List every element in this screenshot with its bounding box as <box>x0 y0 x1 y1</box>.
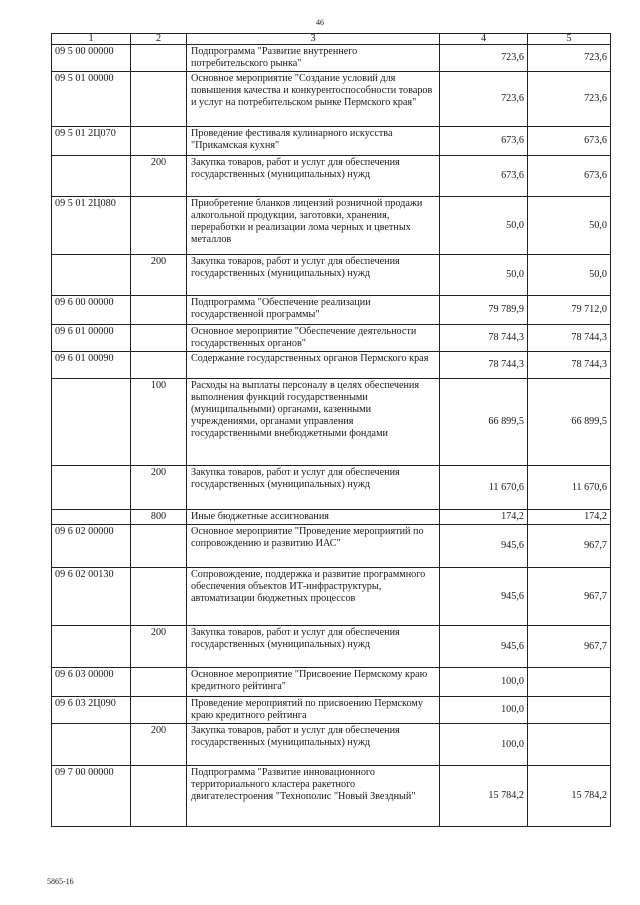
row-value-col4: 11 670,6 <box>440 466 528 510</box>
header-row <box>52 34 611 45</box>
row-expense-type <box>131 325 187 352</box>
row-code <box>52 156 131 197</box>
row-expense-type <box>131 568 187 626</box>
row-value-col5: 967,7 <box>528 525 611 568</box>
row-expense-type: 800 <box>131 510 187 525</box>
table-row <box>52 296 611 325</box>
row-value-col5: 78 744,3 <box>528 325 611 352</box>
row-value-col4: 945,6 <box>440 568 528 626</box>
row-value-col4: 673,6 <box>440 156 528 197</box>
header-col-5: 5 <box>528 34 611 45</box>
row-code: 09 6 02 00130 <box>52 568 131 626</box>
row-value-col5 <box>528 668 611 697</box>
row-value-col5: 78 744,3 <box>528 352 611 379</box>
row-expense-type <box>131 668 187 697</box>
header-col-2: 2 <box>131 34 187 45</box>
row-code <box>52 255 131 296</box>
row-name: Расходы на выплаты персоналу в целях обеспечения выполнения функций государственными (муниципальными) органами, казенными учреждениями, органами управления государственными внебюджетными фондами <box>187 379 440 466</box>
row-code: 09 6 01 00000 <box>52 325 131 352</box>
table-row <box>52 197 611 255</box>
table-row <box>52 255 611 296</box>
row-expense-type: 200 <box>131 626 187 668</box>
row-name: Закупка товаров, работ и услуг для обеспечения государственных (муниципальных) нужд <box>187 255 440 296</box>
header-col-3: 3 <box>187 34 440 45</box>
row-code <box>52 510 131 525</box>
table-row <box>52 568 611 626</box>
row-value-col4: 673,6 <box>440 127 528 156</box>
table-row <box>52 352 611 379</box>
row-name: Подпрограмма "Развитие внутреннего потребительского рынка" <box>187 45 440 72</box>
row-code: 09 5 01 00000 <box>52 72 131 127</box>
row-value-col5: 66 899,5 <box>528 379 611 466</box>
row-expense-type: 200 <box>131 466 187 510</box>
row-value-col5: 50,0 <box>528 255 611 296</box>
row-value-col5: 723,6 <box>528 72 611 127</box>
row-value-col4: 723,6 <box>440 45 528 72</box>
row-name: Основное мероприятие "Создание условий для повышения качества и конкурентоспособности товаров и услуг на потребительском рынке Пермского края" <box>187 72 440 127</box>
row-code: 09 6 01 00090 <box>52 352 131 379</box>
row-expense-type <box>131 296 187 325</box>
table-row <box>52 466 611 510</box>
row-name: Закупка товаров, работ и услуг для обеспечения государственных (муниципальных) нужд <box>187 466 440 510</box>
row-name: Закупка товаров, работ и услуг для обеспечения государственных (муниципальных) нужд <box>187 724 440 766</box>
table-row <box>52 668 611 697</box>
table-row <box>52 525 611 568</box>
table-row <box>52 156 611 197</box>
header-col-1: 1 <box>52 34 131 45</box>
row-value-col4: 945,6 <box>440 626 528 668</box>
row-name: Подпрограмма "Обеспечение реализации государственной программы" <box>187 296 440 325</box>
row-expense-type: 200 <box>131 156 187 197</box>
row-value-col4: 723,6 <box>440 72 528 127</box>
row-name: Основное мероприятие "Обеспечение деятельности государственных органов" <box>187 325 440 352</box>
row-code: 09 6 03 2Ц090 <box>52 697 131 724</box>
row-name: Проведение мероприятий по присвоению Пермскому краю кредитного рейтинга <box>187 697 440 724</box>
table-row <box>52 766 611 827</box>
document-code: 5865-16 <box>47 877 74 886</box>
row-expense-type <box>131 45 187 72</box>
row-value-col4: 78 744,3 <box>440 325 528 352</box>
row-value-col4: 100,0 <box>440 724 528 766</box>
table-row <box>52 510 611 525</box>
row-expense-type <box>131 766 187 827</box>
row-expense-type: 200 <box>131 724 187 766</box>
row-value-col5: 967,7 <box>528 626 611 668</box>
row-code: 09 6 03 00000 <box>52 668 131 697</box>
row-expense-type <box>131 197 187 255</box>
table-row <box>52 72 611 127</box>
row-value-col5: 673,6 <box>528 127 611 156</box>
row-name: Проведение фестиваля кулинарного искусства "Прикамская кухня" <box>187 127 440 156</box>
row-expense-type <box>131 127 187 156</box>
page-number: 46 <box>316 18 324 27</box>
row-value-col5: 967,7 <box>528 568 611 626</box>
row-expense-type <box>131 352 187 379</box>
row-value-col4: 174,2 <box>440 510 528 525</box>
row-value-col4: 15 784,2 <box>440 766 528 827</box>
row-name: Содержание государственных органов Пермского края <box>187 352 440 379</box>
row-value-col4: 78 744,3 <box>440 352 528 379</box>
row-value-col4: 66 899,5 <box>440 379 528 466</box>
table-row <box>52 127 611 156</box>
row-value-col4: 50,0 <box>440 197 528 255</box>
row-expense-type: 200 <box>131 255 187 296</box>
row-code <box>52 379 131 466</box>
row-code <box>52 466 131 510</box>
row-name: Сопровождение, поддержка и развитие программного обеспечения объектов ИТ-инфраструктуры, автоматизации бюджетных процессов <box>187 568 440 626</box>
table-row <box>52 45 611 72</box>
row-name: Иные бюджетные ассигнования <box>187 510 440 525</box>
row-value-col5 <box>528 697 611 724</box>
row-value-col5: 11 670,6 <box>528 466 611 510</box>
table-row <box>52 379 611 466</box>
table-row <box>52 325 611 352</box>
row-value-col4: 100,0 <box>440 697 528 724</box>
row-value-col5: 79 712,0 <box>528 296 611 325</box>
row-value-col4: 79 789,9 <box>440 296 528 325</box>
row-name: Подпрограмма "Развитие инновационного территориального кластера ракетного двигателестроения "Технополис "Новый Звездный" <box>187 766 440 827</box>
row-name: Основное мероприятие "Проведение мероприятий по сопровождению и развитию ИАС" <box>187 525 440 568</box>
row-code: 09 6 02 00000 <box>52 525 131 568</box>
row-expense-type: 100 <box>131 379 187 466</box>
row-value-col5: 723,6 <box>528 45 611 72</box>
table-row <box>52 697 611 724</box>
row-name: Основное мероприятие "Присвоение Пермскому краю кредитного рейтинга" <box>187 668 440 697</box>
table-row <box>52 626 611 668</box>
row-name: Закупка товаров, работ и услуг для обеспечения государственных (муниципальных) нужд <box>187 626 440 668</box>
row-expense-type <box>131 697 187 724</box>
row-expense-type <box>131 525 187 568</box>
row-value-col5: 50,0 <box>528 197 611 255</box>
table-row <box>52 724 611 766</box>
row-value-col4: 50,0 <box>440 255 528 296</box>
row-name: Закупка товаров, работ и услуг для обеспечения государственных (муниципальных) нужд <box>187 156 440 197</box>
row-expense-type <box>131 72 187 127</box>
row-code: 09 6 00 00000 <box>52 296 131 325</box>
row-code: 09 5 01 2Ц070 <box>52 127 131 156</box>
row-value-col4: 100,0 <box>440 668 528 697</box>
row-value-col5 <box>528 724 611 766</box>
row-value-col5: 673,6 <box>528 156 611 197</box>
row-code: 09 7 00 00000 <box>52 766 131 827</box>
row-code <box>52 724 131 766</box>
row-code: 09 5 00 00000 <box>52 45 131 72</box>
row-value-col5: 15 784,2 <box>528 766 611 827</box>
budget-table <box>51 33 611 827</box>
row-code: 09 5 01 2Ц080 <box>52 197 131 255</box>
row-name: Приобретение бланков лицензий розничной продажи алкогольной продукции, заготовки, хранения, переработки и реализации лома черных и цветных металлов <box>187 197 440 255</box>
row-value-col4: 945,6 <box>440 525 528 568</box>
row-value-col5: 174,2 <box>528 510 611 525</box>
header-col-4: 4 <box>440 34 528 45</box>
row-code <box>52 626 131 668</box>
